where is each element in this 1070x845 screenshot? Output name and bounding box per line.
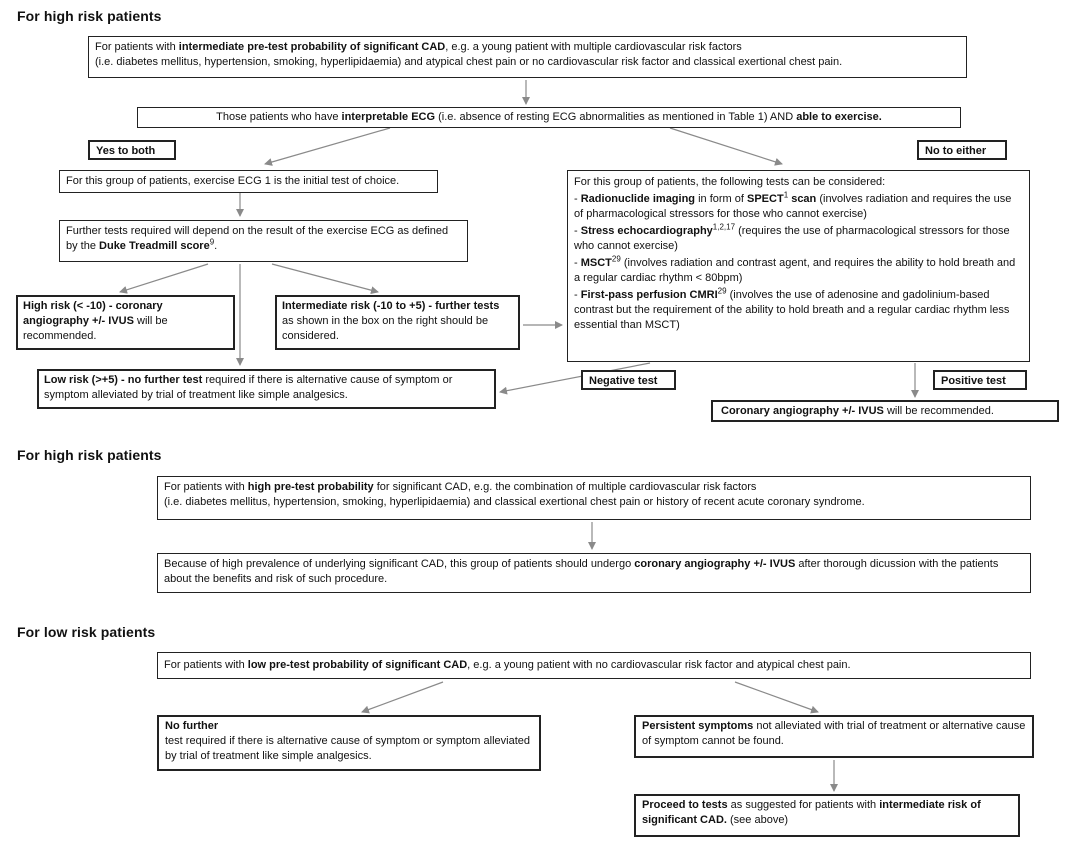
text: (i.e. absence of resting ECG abnormalities as mentioned in Table 1) AND <box>435 111 797 123</box>
bold-text: high pre-test probability <box>247 481 374 493</box>
bold-text: low pre-test probability of significant CAD <box>247 659 468 671</box>
arrow-section3-left <box>362 682 443 712</box>
section1-heading: For high risk patients <box>17 8 162 24</box>
text: will be recommended. <box>23 315 168 342</box>
text: in form of <box>695 193 747 205</box>
text: For patients with <box>164 481 248 493</box>
arrow-section3-right <box>735 682 818 712</box>
arrow-ecg-to-yes <box>265 128 390 164</box>
text: For this group of patients, the following tests can be considered: <box>574 176 886 188</box>
reference: 9 <box>209 237 215 247</box>
text: as suggested for patients with <box>727 799 880 811</box>
text: For patients with <box>164 659 248 671</box>
text: . <box>214 240 218 252</box>
text: will be recommended. <box>883 405 994 417</box>
arrow-further-to-intermediate <box>272 264 378 292</box>
text: for significant CAD, e.g. the combination of multiple cardiovascular risk factors <box>373 481 757 493</box>
text: required if there is alternative cause of symptom or symptom alleviated by trial of treatment like simple analgesics. <box>44 374 453 401</box>
section3-heading: For low risk patients <box>17 624 156 640</box>
text: (requires the use of pharmacological stressors for those who cannot exercise) <box>574 225 1010 252</box>
text: Further tests required will depend on the result of the exercise ECG as defined by the <box>66 225 449 252</box>
bold-text: coronary angiography +/- IVUS <box>634 558 796 570</box>
no-further-box <box>157 715 541 771</box>
reference: 1 <box>783 190 789 200</box>
bold-text: intermediate pre-test probability of significant CAD <box>178 41 446 53</box>
text: (see above) <box>726 814 789 826</box>
considered-tests-box <box>567 170 1030 362</box>
bold-text: SPECT <box>747 193 784 205</box>
bold-text: Coronary angiography +/- IVUS <box>721 405 884 417</box>
intermediate-probability-box <box>88 36 967 78</box>
reference: 29 <box>717 286 727 296</box>
list-item <box>574 192 1023 222</box>
dash: - <box>574 193 581 205</box>
persistent-symptoms-box <box>634 715 1034 758</box>
text: (i.e. diabetes mellitus, hypertension, smoking, hyperlipidaemia) and classical exertional chest pain or history of recent acute coronary syndrome. <box>164 496 865 508</box>
negative-test-label: Negative test <box>581 370 676 390</box>
further-tests-box <box>59 220 468 262</box>
proceed-to-tests-box <box>634 794 1020 837</box>
yes-to-both-label: Yes to both <box>88 140 176 160</box>
high-risk-result-box <box>157 553 1031 593</box>
bold-text: MSCT <box>580 257 612 269</box>
dash: - <box>574 257 581 269</box>
high-risk-box <box>16 295 235 350</box>
bold-text: Stress echocardiography <box>580 225 713 237</box>
bold-text: First-pass perfusion CMRI <box>580 289 718 301</box>
text: , e.g. a young patient with no cardiovascular risk factor and atypical chest pain. <box>467 659 851 671</box>
text: as shown in the box on the right should be considered. <box>282 315 489 342</box>
high-probability-box <box>157 476 1031 520</box>
low-probability-box <box>157 652 1031 679</box>
no-to-either-label: No to either <box>917 140 1007 160</box>
section2-heading: For high risk patients <box>17 447 162 463</box>
bold-text: Low risk (>+5) - no further test <box>44 374 203 386</box>
arrow-ecg-to-no <box>670 128 782 164</box>
intermediate-risk-box <box>275 295 520 350</box>
text: not alleviated with trial of treatment or alternative cause of symptom cannot be found. <box>642 720 1026 747</box>
bold-text: scan <box>788 193 817 205</box>
positive-test-label: Positive test <box>933 370 1027 390</box>
text: (involves the use of adenosine and gadolinium-based contrast but the requirement of the ability to hold breath and a regular cardiac rhythm less essential than MSCT) <box>574 289 1010 331</box>
list-item <box>574 256 1023 286</box>
angiography-box <box>711 400 1059 422</box>
list-item <box>574 224 1023 254</box>
initial-test-box: For this group of patients, exercise ECG 1 is the initial test of choice. <box>59 170 438 193</box>
dash: - <box>574 225 581 237</box>
bold-text: able to exercise. <box>796 111 882 123</box>
text: test required if there is alternative cause of symptom or symptom alleviated by trial of treatment like simple analgesics. <box>165 735 530 762</box>
bold-text: interpretable ECG <box>341 111 436 123</box>
low-risk-box <box>37 369 496 409</box>
list-item <box>574 288 1023 333</box>
ecg-question-box <box>137 107 961 128</box>
reference: 1,2,17 <box>712 222 736 232</box>
dash: - <box>574 289 581 301</box>
bold-text: Radionuclide imaging <box>580 193 696 205</box>
bold-text: High risk (< -10) - coronary angiography +/- IVUS <box>23 300 163 327</box>
arrow-further-to-high <box>120 264 208 292</box>
bold-text: Intermediate risk (-10 to +5) - further tests <box>282 300 500 312</box>
text: (involves radiation and requires the use of pharmacological stressors for those who cannot exercise) <box>574 193 1012 220</box>
text: (involves radiation and contrast agent, and requires the ability to hold breath and a regular cardiac rhythm < 80bpm) <box>574 257 1016 284</box>
text: after thorough dicussion with the patients about the benefits and risk of such procedure. <box>164 558 999 585</box>
reference: 29 <box>611 254 621 264</box>
text: Because of high prevalence of underlying significant CAD, this group of patients should undergo <box>164 558 635 570</box>
text: For patients with <box>95 41 179 53</box>
bold-text: Persistent symptoms <box>642 720 754 732</box>
bold-text: Proceed to tests <box>642 799 728 811</box>
text: Those patients who have <box>216 111 342 123</box>
text: , e.g. a young patient with multiple cardiovascular risk factors <box>445 41 742 53</box>
bold-text: No further <box>165 720 219 732</box>
text: (i.e. diabetes mellitus, hypertension, smoking, hyperlipidaemia) and atypical chest pain or no cardiovascular risk factor and classical exertional chest pain. <box>95 56 843 68</box>
bold-text: Duke Treadmill score <box>99 240 210 252</box>
bold-text: intermediate risk of significant CAD. <box>642 799 981 826</box>
